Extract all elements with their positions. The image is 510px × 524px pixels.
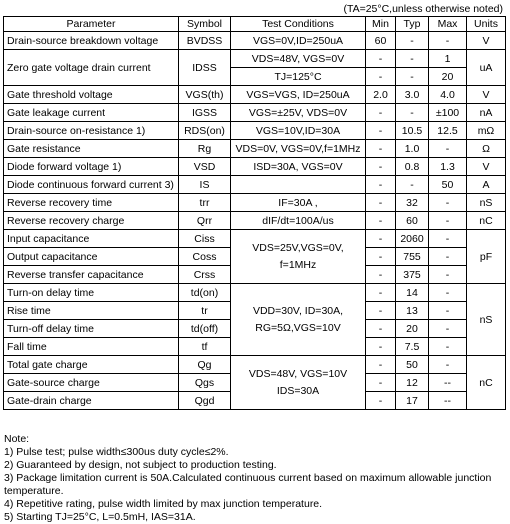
parameter-cell: Fall time xyxy=(4,338,179,356)
symbol-cell: tf xyxy=(179,338,231,356)
parameter-cell: Reverse recovery time xyxy=(4,194,179,212)
typ-cell: - xyxy=(396,68,429,86)
typ-cell: 0.8 xyxy=(396,158,429,176)
symbol-cell: Qgs xyxy=(179,374,231,392)
min-cell: - xyxy=(366,392,396,410)
table-row xyxy=(4,158,506,176)
table-row xyxy=(4,230,506,248)
unit-cell: V xyxy=(467,32,506,50)
parameter-cell: Zero gate voltage drain current xyxy=(4,50,179,86)
parameter-cell: Input capacitance xyxy=(4,230,179,248)
table-row xyxy=(4,122,506,140)
max-cell: - xyxy=(429,140,467,158)
condition-line: IDS=30A xyxy=(276,384,320,397)
condition-cell: VGS=0V,ID=250uA xyxy=(231,32,366,50)
min-cell: - xyxy=(366,176,396,194)
typ-cell: 32 xyxy=(396,194,429,212)
table-row xyxy=(4,176,506,194)
symbol-cell: VSD xyxy=(179,158,231,176)
max-cell: - xyxy=(429,284,467,302)
condition-line: VDS=48V, VGS=10V xyxy=(248,367,348,380)
typ-cell: 2060 xyxy=(396,230,429,248)
unit-cell: nS xyxy=(467,284,506,356)
table-row xyxy=(4,86,506,104)
symbol-cell: BVDSS xyxy=(179,32,231,50)
unit-cell: nA xyxy=(467,104,506,122)
condition-cell: VGS=10V,ID=30A xyxy=(231,122,366,140)
parameter-cell: Diode forward voltage 1) xyxy=(4,158,179,176)
parameter-cell: Diode continuous forward current 3) xyxy=(4,176,179,194)
unit-cell: A xyxy=(467,176,506,194)
parameter-cell: Output capacitance xyxy=(4,248,179,266)
typ-cell: - xyxy=(396,176,429,194)
gate-charge-condition-cell xyxy=(231,356,366,410)
unit-cell: nC xyxy=(467,212,506,230)
min-cell: - xyxy=(366,212,396,230)
header-symbol: Symbol xyxy=(179,17,231,32)
max-cell: ±100 xyxy=(429,104,467,122)
unit-cell: uA xyxy=(467,50,506,86)
min-cell: - xyxy=(366,320,396,338)
min-cell: - xyxy=(366,302,396,320)
parameter-cell: Reverse transfer capacitance xyxy=(4,266,179,284)
max-cell: - xyxy=(429,266,467,284)
typ-cell: 3.0 xyxy=(396,86,429,104)
min-cell: - xyxy=(366,68,396,86)
symbol-cell: trr xyxy=(179,194,231,212)
typ-cell: 60 xyxy=(396,212,429,230)
min-cell: - xyxy=(366,356,396,374)
condition-cell: ISD=30A, VGS=0V xyxy=(231,158,366,176)
header-parameter: Parameter xyxy=(4,17,179,32)
typ-cell: 10.5 xyxy=(396,122,429,140)
table-row xyxy=(4,212,506,230)
condition-cell: VDS=0V, VGS=0V,f=1MHz xyxy=(231,140,366,158)
capacitance-condition-cell xyxy=(231,230,366,284)
header-typ: Typ xyxy=(396,17,429,32)
symbol-cell: Qg xyxy=(179,356,231,374)
symbol-cell: Coss xyxy=(179,248,231,266)
symbol-cell: IS xyxy=(179,176,231,194)
unit-cell: nS xyxy=(467,194,506,212)
note-line: 2) Guaranteed by design, not subject to production testing. xyxy=(4,459,277,471)
symbol-cell: IGSS xyxy=(179,104,231,122)
parameter-cell: Reverse recovery charge xyxy=(4,212,179,230)
unit-cell: nC xyxy=(467,356,506,410)
ambient-condition-note: (TA=25°C,unless otherwise noted) xyxy=(343,3,503,15)
max-cell: - xyxy=(429,194,467,212)
typ-cell: 755 xyxy=(396,248,429,266)
switching-condition-cell xyxy=(231,284,366,356)
max-cell: - xyxy=(429,248,467,266)
max-cell: - xyxy=(429,212,467,230)
typ-cell: 12 xyxy=(396,374,429,392)
symbol-cell: Ciss xyxy=(179,230,231,248)
header-test-conditions: Test Conditions xyxy=(231,17,366,32)
max-cell: 4.0 xyxy=(429,86,467,104)
typ-cell: - xyxy=(396,104,429,122)
min-cell: 2.0 xyxy=(366,86,396,104)
min-cell: - xyxy=(366,140,396,158)
parameter-cell: Gate resistance xyxy=(4,140,179,158)
max-cell: - xyxy=(429,302,467,320)
min-cell: - xyxy=(366,122,396,140)
header-row xyxy=(4,17,506,32)
note-line: temperature. xyxy=(4,485,64,497)
min-cell: - xyxy=(366,284,396,302)
max-cell: -- xyxy=(429,374,467,392)
min-cell: - xyxy=(366,194,396,212)
typ-cell: - xyxy=(396,50,429,68)
unit-cell: V xyxy=(467,86,506,104)
min-cell: - xyxy=(366,338,396,356)
symbol-cell: Qgd xyxy=(179,392,231,410)
symbol-cell: td(on) xyxy=(179,284,231,302)
table-row xyxy=(4,356,506,374)
condition-cell: dIF/dt=100A/us xyxy=(231,212,366,230)
unit-cell: Ω xyxy=(467,140,506,158)
max-cell: - xyxy=(429,320,467,338)
unit-cell: pF xyxy=(467,230,506,284)
condition-cell xyxy=(231,176,366,194)
condition-cell: VGS=±25V, VDS=0V xyxy=(231,104,366,122)
condition-line: VDD=30V, ID=30A, xyxy=(252,304,344,317)
parameter-cell: Turn-off delay time xyxy=(4,320,179,338)
typ-cell: 14 xyxy=(396,284,429,302)
symbol-cell: td(off) xyxy=(179,320,231,338)
typ-cell: 50 xyxy=(396,356,429,374)
max-cell: 20 xyxy=(429,68,467,86)
note-line: 3) Package limitation current is 50A.Calculated continuous current based on maximum allowable junction xyxy=(4,472,492,484)
parameter-cell: Total gate charge xyxy=(4,356,179,374)
parameter-cell: Gate leakage current xyxy=(4,104,179,122)
max-cell: - xyxy=(429,338,467,356)
parameter-cell: Drain-source on-resistance 1) xyxy=(4,122,179,140)
typ-cell: 1.0 xyxy=(396,140,429,158)
condition-cell: VDS=48V, VGS=0V xyxy=(231,50,366,68)
electrical-characteristics-table xyxy=(3,16,506,410)
min-cell: - xyxy=(366,374,396,392)
header-max: Max xyxy=(429,17,467,32)
note-line: 1) Pulse test; pulse width≤300us duty cycle≤2%. xyxy=(4,446,229,458)
note-line: 5) Starting TJ=25°C, L=0.5mH, IAS=31A. xyxy=(4,511,196,523)
condition-cell: VGS=VGS, ID=250uA xyxy=(231,86,366,104)
max-cell: 1 xyxy=(429,50,467,68)
table-row xyxy=(4,194,506,212)
min-cell: - xyxy=(366,248,396,266)
header-min: Min xyxy=(366,17,396,32)
parameter-cell: Gate-source charge xyxy=(4,374,179,392)
min-cell: 60 xyxy=(366,32,396,50)
min-cell: - xyxy=(366,104,396,122)
unit-cell: mΩ xyxy=(467,122,506,140)
condition-cell: TJ=125°C xyxy=(231,68,366,86)
max-cell: 1.3 xyxy=(429,158,467,176)
footnotes xyxy=(4,433,508,524)
parameter-cell: Drain-source breakdown voltage xyxy=(4,32,179,50)
parameter-cell: Turn-on delay time xyxy=(4,284,179,302)
symbol-cell: Rg xyxy=(179,140,231,158)
max-cell: - xyxy=(429,356,467,374)
table-row xyxy=(4,140,506,158)
condition-line: VDS=25V,VGS=0V, xyxy=(252,241,344,254)
typ-cell: 20 xyxy=(396,320,429,338)
note-line: 4) Repetitive rating, pulse width limited by max junction temperature. xyxy=(4,498,323,510)
max-cell: 12.5 xyxy=(429,122,467,140)
parameter-cell: Gate threshold voltage xyxy=(4,86,179,104)
max-cell: -- xyxy=(429,392,467,410)
typ-cell: 7.5 xyxy=(396,338,429,356)
symbol-cell: Crss xyxy=(179,266,231,284)
symbol-cell: tr xyxy=(179,302,231,320)
symbol-cell: VGS(th) xyxy=(179,86,231,104)
symbol-cell: Qrr xyxy=(179,212,231,230)
table-row xyxy=(4,50,506,68)
typ-cell: - xyxy=(396,32,429,50)
table-row xyxy=(4,32,506,50)
max-cell: - xyxy=(429,32,467,50)
min-cell: - xyxy=(366,50,396,68)
typ-cell: 17 xyxy=(396,392,429,410)
max-cell: 50 xyxy=(429,176,467,194)
max-cell: - xyxy=(429,230,467,248)
header-units: Units xyxy=(467,17,506,32)
parameter-cell: Rise time xyxy=(4,302,179,320)
table-row xyxy=(4,284,506,302)
min-cell: - xyxy=(366,230,396,248)
condition-cell: IF=30A , xyxy=(231,194,366,212)
typ-cell: 13 xyxy=(396,302,429,320)
condition-line: f=1MHz xyxy=(279,258,317,271)
condition-line: RG=5Ω,VGS=10V xyxy=(255,321,341,334)
parameter-cell: Gate-drain charge xyxy=(4,392,179,410)
min-cell: - xyxy=(366,266,396,284)
note-heading: Note: xyxy=(4,433,30,445)
typ-cell: 375 xyxy=(396,266,429,284)
symbol-cell: IDSS xyxy=(179,50,231,86)
table-row xyxy=(4,104,506,122)
unit-cell: V xyxy=(467,158,506,176)
symbol-cell: RDS(on) xyxy=(179,122,231,140)
min-cell: - xyxy=(366,158,396,176)
